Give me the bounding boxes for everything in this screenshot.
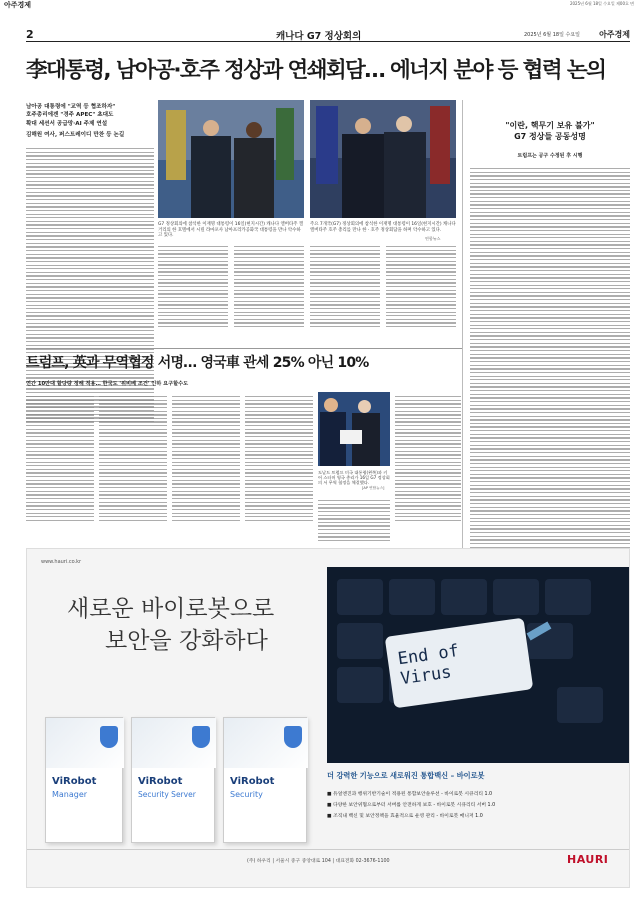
key-text: End of Virus (396, 641, 461, 690)
photo3-caption: 도날드 트럼프 미국 대통령(왼쪽)과 키어 스타머 영국 총리가 16일 G7 정상회의 서 무역 협정을 체결했다. (318, 470, 390, 486)
page-number: 2 (26, 28, 34, 41)
article2-col2 (99, 396, 167, 523)
feature-item: ■ 다양한 보안위협으로부터 서버를 안전하게 보호 - 바이로봇 시큐리티 서버 1.0 (327, 803, 496, 808)
section-title: 캐나다 G7 정상회의 (276, 31, 362, 42)
hauri-logo[interactable]: HAURI (567, 853, 609, 866)
masthead-logo: 아주경제 (4, 0, 32, 9)
end-of-virus-key (385, 618, 534, 709)
ad-url[interactable]: www.hauri.co.kr (41, 559, 82, 565)
masthead-info: 2025년 6월 18일 수요일 제00호 면 (569, 1, 634, 6)
shield-icon (192, 726, 210, 748)
article1-body-col4 (310, 246, 380, 330)
box-product: Security (230, 790, 263, 799)
article2-col1 (26, 396, 94, 523)
box-product: Manager (52, 790, 88, 799)
article1-body-col3 (234, 246, 304, 330)
main-headline: 李대통령, 남아공·호주 정상과 연쇄회담… 에너지 분야 등 협력 논의 (26, 58, 606, 83)
second-headline: 트럼프, 英과 무역협정 서명… 영국車 관세 25% 아닌 10% (26, 355, 369, 371)
article1-subheads (26, 103, 156, 140)
ad-divider (27, 849, 630, 850)
shield-icon (284, 726, 302, 748)
ad-headline (67, 593, 327, 657)
ad-contact: (주) 하우리 | 서울시 중구 중앙대로 104 | 대표전화 02-3676-1100 (247, 859, 390, 864)
product-box-security[interactable] (223, 717, 307, 843)
top-masthead (0, 0, 640, 10)
ad-feature-list (327, 789, 627, 822)
feature-item: ■ 조직내 백신 및 보안정책을 효율적으로 운영 관리 - 바이로봇 매니저 1.0 (327, 814, 483, 819)
side-subtitle: 트럼프는 공구 수정된 후 시행 (517, 153, 583, 159)
side-title: "이란, 핵무기 보유 불가" (505, 121, 595, 130)
ad-headline-line2: 보안을 강화하다 (105, 628, 268, 654)
feature-text: 다양한 보안위협으로부터 서버를 안전하게 보호 - 바이로봇 시큐리티 서버 1.0 (333, 803, 496, 808)
article2-col3 (172, 396, 240, 523)
subhead-line: 남아공 대통령에 "교역 등 협조하자" (26, 104, 116, 110)
section-header (26, 28, 630, 42)
feature-text: 듀얼엔진과 행위기반기술이 적용된 통합보안솔루션 - 바이로봇 시큐리티 1.0 (333, 792, 493, 797)
subhead-line: 확대 세션서 공급망·AI 주제 연설 (26, 120, 108, 127)
box-product: Security Server (138, 790, 196, 799)
article2-subhead: 연간 10만대 할당량 정해 적용… 한국도 '위비베 조건' 인하 요구할수도 (26, 381, 189, 387)
subhead-line: 호주총리에겐 "경주 APEC" 초대도 (26, 112, 114, 119)
divider-line (26, 348, 462, 349)
paper-name: 아주경제 (599, 29, 630, 39)
photo-australia-meeting (310, 100, 456, 218)
box-brand: ViRobot (52, 776, 97, 787)
product-box-manager[interactable] (45, 717, 123, 843)
article2-col4 (245, 396, 313, 523)
shield-icon (100, 726, 118, 748)
box-brand: ViRobot (138, 776, 183, 787)
ad-feature-title: 더 강력한 기능으로 새로워진 통합백신 – 바이로봇 (327, 771, 485, 780)
photo1-caption: G7 정상회의에 참석한 이재명 대통령이 16일(현지시간) 캐나다 앨버타주 캘거리의 한 호텔에서 시릴 라마포사 남아프리카공화국 대통령을 만나 악수하고 있다. (158, 222, 304, 239)
photo-ramaphosa-meeting (158, 100, 304, 218)
feature-item: ■ 듀얼엔진과 행위기반기술이 적용된 통합보안솔루션 - 바이로봇 시큐리티 1.0 (327, 792, 493, 797)
article1-body-col2 (158, 246, 228, 330)
ad-headline-line1: 새로운 바이로봇으로 (67, 596, 275, 622)
article2-col5 (318, 500, 390, 544)
side-headline (470, 120, 630, 142)
photo2-caption: 주요 7개국(G7) 정상회의에 참석한 이재명 대통령이 16일(현지시간) 캐나다 앨버타주 호주 총리를 만나 한 · 호주 정상회담을 하며 악수하고 있다. (310, 222, 456, 233)
feature-text: 조직내 백신 및 보안정책을 효율적으로 운영 관리 - 바이로봇 매니저 1.0 (333, 814, 483, 819)
side-title2: G7 정상들 공동성명 (514, 132, 586, 141)
photo3-credit: [AP 연합뉴스] (362, 486, 385, 490)
product-box-security-server[interactable] (131, 717, 215, 843)
article2-col6 (395, 396, 461, 523)
box-brand: ViRobot (230, 776, 275, 787)
photo-trump-starmer (318, 392, 390, 466)
subhead-byline: 김해원 여사, 퍼스트레이디 만찬 등 논길 (26, 132, 125, 139)
article1-body-col5 (386, 246, 456, 330)
advertisement[interactable] (26, 548, 630, 888)
keyboard-image (327, 567, 630, 763)
photo-credit: 연합뉴스 (425, 236, 441, 241)
section-date: 2025년 6월 18일 수요일 (523, 32, 580, 38)
